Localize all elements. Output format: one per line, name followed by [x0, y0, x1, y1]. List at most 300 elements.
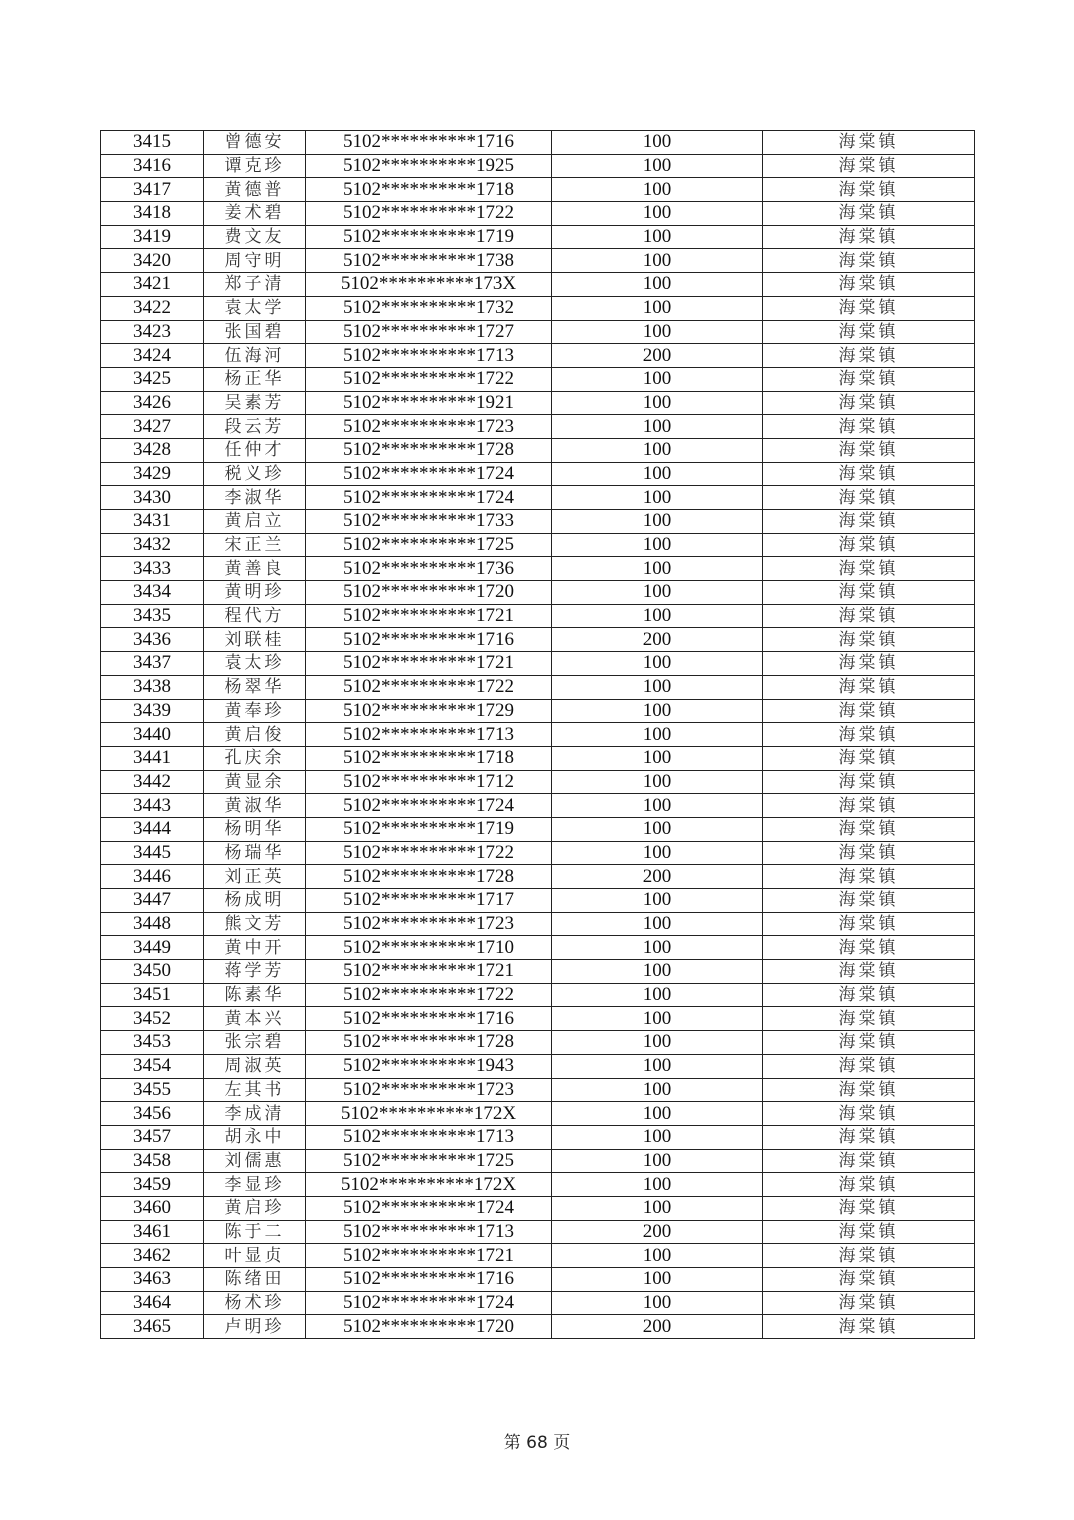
id-number-cell: 5102**********1921 — [306, 391, 552, 415]
amount-cell: 100 — [552, 581, 763, 605]
id-number-cell: 5102**********1728 — [306, 438, 552, 462]
id-number-cell: 5102**********1724 — [306, 1196, 552, 1220]
id-number-cell: 5102**********1718 — [306, 746, 552, 770]
id-number-cell: 5102**********1724 — [306, 794, 552, 818]
name-cell: 张国碧 — [204, 320, 306, 344]
serial-cell: 3439 — [101, 699, 204, 723]
amount-cell: 100 — [552, 936, 763, 960]
table-row — [101, 1031, 975, 1055]
name-cell: 黄本兴 — [204, 1007, 306, 1031]
table-row — [101, 746, 975, 770]
amount-cell: 100 — [552, 249, 763, 273]
serial-cell: 3437 — [101, 652, 204, 676]
table-body — [101, 131, 975, 1339]
name-cell: 段云芳 — [204, 415, 306, 439]
table-row — [101, 1149, 975, 1173]
id-number-cell: 5102**********1716 — [306, 1007, 552, 1031]
table-row — [101, 936, 975, 960]
name-cell: 程代方 — [204, 604, 306, 628]
town-cell: 海棠镇 — [763, 865, 975, 889]
amount-cell: 200 — [552, 1315, 763, 1339]
serial-cell: 3427 — [101, 415, 204, 439]
amount-cell: 200 — [552, 865, 763, 889]
table-row — [101, 344, 975, 368]
id-number-cell: 5102**********1721 — [306, 960, 552, 984]
serial-cell: 3418 — [101, 202, 204, 226]
table-row — [101, 770, 975, 794]
table-row — [101, 960, 975, 984]
table-row — [101, 557, 975, 581]
town-cell: 海棠镇 — [763, 1220, 975, 1244]
amount-cell: 100 — [552, 746, 763, 770]
table-row — [101, 675, 975, 699]
serial-cell: 3454 — [101, 1054, 204, 1078]
name-cell: 刘联桂 — [204, 628, 306, 652]
name-cell: 黄启珍 — [204, 1196, 306, 1220]
serial-cell: 3422 — [101, 296, 204, 320]
id-number-cell: 5102**********1722 — [306, 202, 552, 226]
name-cell: 黄显余 — [204, 770, 306, 794]
table-row — [101, 391, 975, 415]
name-cell: 曾德安 — [204, 131, 306, 155]
town-cell: 海棠镇 — [763, 1078, 975, 1102]
id-number-cell: 5102**********172X — [306, 1102, 552, 1126]
amount-cell: 100 — [552, 320, 763, 344]
name-cell: 费文友 — [204, 225, 306, 249]
serial-cell: 3430 — [101, 486, 204, 510]
serial-cell: 3457 — [101, 1125, 204, 1149]
name-cell: 黄启立 — [204, 510, 306, 534]
id-number-cell: 5102**********1717 — [306, 889, 552, 913]
name-cell: 张宗碧 — [204, 1031, 306, 1055]
table-row — [101, 178, 975, 202]
id-number-cell: 5102**********1733 — [306, 510, 552, 534]
amount-cell: 100 — [552, 960, 763, 984]
serial-cell: 3444 — [101, 817, 204, 841]
table-row — [101, 202, 975, 226]
serial-cell: 3465 — [101, 1315, 204, 1339]
serial-cell: 3445 — [101, 841, 204, 865]
table-row — [101, 296, 975, 320]
table-row — [101, 367, 975, 391]
amount-cell: 200 — [552, 1220, 763, 1244]
table-row — [101, 320, 975, 344]
town-cell: 海棠镇 — [763, 889, 975, 913]
town-cell: 海棠镇 — [763, 1007, 975, 1031]
id-number-cell: 5102**********1723 — [306, 415, 552, 439]
town-cell: 海棠镇 — [763, 1173, 975, 1197]
serial-cell: 3434 — [101, 581, 204, 605]
amount-cell: 100 — [552, 1244, 763, 1268]
amount-cell: 100 — [552, 1078, 763, 1102]
table-row — [101, 865, 975, 889]
amount-cell: 100 — [552, 1007, 763, 1031]
town-cell: 海棠镇 — [763, 462, 975, 486]
serial-cell: 3419 — [101, 225, 204, 249]
town-cell: 海棠镇 — [763, 533, 975, 557]
table-row — [101, 131, 975, 155]
amount-cell: 100 — [552, 1291, 763, 1315]
table-row — [101, 1007, 975, 1031]
name-cell: 杨翠华 — [204, 675, 306, 699]
table-row — [101, 273, 975, 297]
name-cell: 卢明珍 — [204, 1315, 306, 1339]
serial-cell: 3441 — [101, 746, 204, 770]
table-row — [101, 794, 975, 818]
town-cell: 海棠镇 — [763, 628, 975, 652]
serial-cell: 3433 — [101, 557, 204, 581]
id-number-cell: 5102**********1720 — [306, 1315, 552, 1339]
town-cell: 海棠镇 — [763, 415, 975, 439]
town-cell: 海棠镇 — [763, 746, 975, 770]
table-row — [101, 1054, 975, 1078]
name-cell: 袁太珍 — [204, 652, 306, 676]
serial-cell: 3456 — [101, 1102, 204, 1126]
amount-cell: 100 — [552, 510, 763, 534]
table-row — [101, 1220, 975, 1244]
name-cell: 李成清 — [204, 1102, 306, 1126]
table-row — [101, 699, 975, 723]
name-cell: 税义珍 — [204, 462, 306, 486]
town-cell: 海棠镇 — [763, 912, 975, 936]
town-cell: 海棠镇 — [763, 557, 975, 581]
name-cell: 叶显贞 — [204, 1244, 306, 1268]
amount-cell: 100 — [552, 652, 763, 676]
amount-cell: 100 — [552, 462, 763, 486]
serial-cell: 3425 — [101, 367, 204, 391]
id-number-cell: 5102**********1725 — [306, 533, 552, 557]
serial-cell: 3452 — [101, 1007, 204, 1031]
serial-cell: 3431 — [101, 510, 204, 534]
serial-cell: 3429 — [101, 462, 204, 486]
name-cell: 宋正兰 — [204, 533, 306, 557]
id-number-cell: 5102**********1729 — [306, 699, 552, 723]
amount-cell: 100 — [552, 675, 763, 699]
id-number-cell: 5102**********1719 — [306, 225, 552, 249]
amount-cell: 100 — [552, 1102, 763, 1126]
id-number-cell: 5102**********1738 — [306, 249, 552, 273]
table-row — [101, 1173, 975, 1197]
id-number-cell: 5102**********173X — [306, 273, 552, 297]
name-cell: 杨明华 — [204, 817, 306, 841]
name-cell: 胡永中 — [204, 1125, 306, 1149]
amount-cell: 100 — [552, 391, 763, 415]
name-cell: 左其书 — [204, 1078, 306, 1102]
serial-cell: 3462 — [101, 1244, 204, 1268]
id-number-cell: 5102**********1713 — [306, 723, 552, 747]
town-cell: 海棠镇 — [763, 723, 975, 747]
table-row — [101, 1268, 975, 1292]
id-number-cell: 5102**********1718 — [306, 178, 552, 202]
amount-cell: 100 — [552, 273, 763, 297]
id-number-cell: 5102**********1716 — [306, 1268, 552, 1292]
serial-cell: 3435 — [101, 604, 204, 628]
name-cell: 黄明珍 — [204, 581, 306, 605]
table-row — [101, 581, 975, 605]
town-cell: 海棠镇 — [763, 1149, 975, 1173]
serial-cell: 3460 — [101, 1196, 204, 1220]
serial-cell: 3442 — [101, 770, 204, 794]
serial-cell: 3421 — [101, 273, 204, 297]
serial-cell: 3451 — [101, 983, 204, 1007]
serial-cell: 3436 — [101, 628, 204, 652]
name-cell: 吴素芳 — [204, 391, 306, 415]
id-number-cell: 5102**********1722 — [306, 983, 552, 1007]
table-row — [101, 533, 975, 557]
amount-cell: 100 — [552, 131, 763, 155]
table-row — [101, 249, 975, 273]
name-cell: 李显珍 — [204, 1173, 306, 1197]
town-cell: 海棠镇 — [763, 652, 975, 676]
town-cell: 海棠镇 — [763, 1102, 975, 1126]
table-row — [101, 225, 975, 249]
id-number-cell: 5102**********1723 — [306, 1078, 552, 1102]
amount-cell: 100 — [552, 723, 763, 747]
name-cell: 伍海河 — [204, 344, 306, 368]
serial-cell: 3448 — [101, 912, 204, 936]
name-cell: 周淑英 — [204, 1054, 306, 1078]
town-cell: 海棠镇 — [763, 367, 975, 391]
table-row — [101, 154, 975, 178]
id-number-cell: 5102**********1722 — [306, 675, 552, 699]
serial-cell: 3458 — [101, 1149, 204, 1173]
id-number-cell: 5102**********1713 — [306, 1125, 552, 1149]
town-cell: 海棠镇 — [763, 344, 975, 368]
amount-cell: 100 — [552, 841, 763, 865]
amount-cell: 100 — [552, 770, 763, 794]
serial-cell: 3461 — [101, 1220, 204, 1244]
serial-cell: 3446 — [101, 865, 204, 889]
town-cell: 海棠镇 — [763, 1244, 975, 1268]
name-cell: 黄奉珍 — [204, 699, 306, 723]
id-number-cell: 5102**********1732 — [306, 296, 552, 320]
town-cell: 海棠镇 — [763, 581, 975, 605]
town-cell: 海棠镇 — [763, 817, 975, 841]
town-cell: 海棠镇 — [763, 249, 975, 273]
town-cell: 海棠镇 — [763, 936, 975, 960]
amount-cell: 100 — [552, 415, 763, 439]
id-number-cell: 5102**********1720 — [306, 581, 552, 605]
table-row — [101, 912, 975, 936]
serial-cell: 3440 — [101, 723, 204, 747]
amount-cell: 100 — [552, 817, 763, 841]
town-cell: 海棠镇 — [763, 1054, 975, 1078]
town-cell: 海棠镇 — [763, 202, 975, 226]
town-cell: 海棠镇 — [763, 225, 975, 249]
serial-cell: 3438 — [101, 675, 204, 699]
serial-cell: 3432 — [101, 533, 204, 557]
table-row — [101, 723, 975, 747]
name-cell: 黄淑华 — [204, 794, 306, 818]
name-cell: 黄中开 — [204, 936, 306, 960]
town-cell: 海棠镇 — [763, 131, 975, 155]
id-number-cell: 5102**********1736 — [306, 557, 552, 581]
table-row — [101, 1125, 975, 1149]
table-row — [101, 1078, 975, 1102]
serial-cell: 3459 — [101, 1173, 204, 1197]
id-number-cell: 5102**********1721 — [306, 1244, 552, 1268]
id-number-cell: 5102**********1713 — [306, 344, 552, 368]
amount-cell: 100 — [552, 912, 763, 936]
name-cell: 姜术碧 — [204, 202, 306, 226]
name-cell: 袁太学 — [204, 296, 306, 320]
amount-cell: 100 — [552, 296, 763, 320]
town-cell: 海棠镇 — [763, 510, 975, 534]
id-number-cell: 5102**********1724 — [306, 486, 552, 510]
table-row — [101, 462, 975, 486]
amount-cell: 100 — [552, 486, 763, 510]
town-cell: 海棠镇 — [763, 296, 975, 320]
town-cell: 海棠镇 — [763, 770, 975, 794]
name-cell: 刘正英 — [204, 865, 306, 889]
town-cell: 海棠镇 — [763, 699, 975, 723]
amount-cell: 100 — [552, 794, 763, 818]
amount-cell: 100 — [552, 154, 763, 178]
id-number-cell: 5102**********1716 — [306, 131, 552, 155]
serial-cell: 3424 — [101, 344, 204, 368]
town-cell: 海棠镇 — [763, 794, 975, 818]
id-number-cell: 5102**********1716 — [306, 628, 552, 652]
serial-cell: 3423 — [101, 320, 204, 344]
town-cell: 海棠镇 — [763, 486, 975, 510]
name-cell: 陈于二 — [204, 1220, 306, 1244]
amount-cell: 100 — [552, 225, 763, 249]
id-number-cell: 5102**********172X — [306, 1173, 552, 1197]
town-cell: 海棠镇 — [763, 1031, 975, 1055]
table-row — [101, 1244, 975, 1268]
table-row — [101, 1291, 975, 1315]
serial-cell: 3449 — [101, 936, 204, 960]
town-cell: 海棠镇 — [763, 178, 975, 202]
table-row — [101, 628, 975, 652]
name-cell: 孔庆余 — [204, 746, 306, 770]
table-row — [101, 983, 975, 1007]
name-cell: 郑子清 — [204, 273, 306, 297]
name-cell: 谭克珍 — [204, 154, 306, 178]
beneficiary-table — [100, 130, 975, 1339]
amount-cell: 100 — [552, 983, 763, 1007]
name-cell: 黄启俊 — [204, 723, 306, 747]
serial-cell: 3455 — [101, 1078, 204, 1102]
name-cell: 陈绪田 — [204, 1268, 306, 1292]
table-row — [101, 604, 975, 628]
amount-cell: 100 — [552, 202, 763, 226]
amount-cell: 100 — [552, 178, 763, 202]
town-cell: 海棠镇 — [763, 983, 975, 1007]
id-number-cell: 5102**********1724 — [306, 462, 552, 486]
name-cell: 熊文芳 — [204, 912, 306, 936]
name-cell: 黄德普 — [204, 178, 306, 202]
amount-cell: 100 — [552, 1054, 763, 1078]
town-cell: 海棠镇 — [763, 604, 975, 628]
id-number-cell: 5102**********1719 — [306, 817, 552, 841]
amount-cell: 100 — [552, 1173, 763, 1197]
id-number-cell: 5102**********1713 — [306, 1220, 552, 1244]
town-cell: 海棠镇 — [763, 154, 975, 178]
id-number-cell: 5102**********1925 — [306, 154, 552, 178]
table-row — [101, 438, 975, 462]
amount-cell: 100 — [552, 604, 763, 628]
amount-cell: 100 — [552, 438, 763, 462]
amount-cell: 100 — [552, 889, 763, 913]
name-cell: 李淑华 — [204, 486, 306, 510]
id-number-cell: 5102**********1722 — [306, 367, 552, 391]
id-number-cell: 5102**********1721 — [306, 604, 552, 628]
id-number-cell: 5102**********1725 — [306, 1149, 552, 1173]
name-cell: 任仲才 — [204, 438, 306, 462]
serial-cell: 3443 — [101, 794, 204, 818]
amount-cell: 100 — [552, 1031, 763, 1055]
serial-cell: 3447 — [101, 889, 204, 913]
id-number-cell: 5102**********1728 — [306, 865, 552, 889]
id-number-cell: 5102**********1943 — [306, 1054, 552, 1078]
table-row — [101, 510, 975, 534]
serial-cell: 3463 — [101, 1268, 204, 1292]
town-cell: 海棠镇 — [763, 1196, 975, 1220]
table-row — [101, 1196, 975, 1220]
name-cell: 陈素华 — [204, 983, 306, 1007]
town-cell: 海棠镇 — [763, 1291, 975, 1315]
amount-cell: 200 — [552, 344, 763, 368]
serial-cell: 3415 — [101, 131, 204, 155]
table-row — [101, 1315, 975, 1339]
town-cell: 海棠镇 — [763, 960, 975, 984]
id-number-cell: 5102**********1728 — [306, 1031, 552, 1055]
town-cell: 海棠镇 — [763, 438, 975, 462]
id-number-cell: 5102**********1724 — [306, 1291, 552, 1315]
name-cell: 蒋学芳 — [204, 960, 306, 984]
id-number-cell: 5102**********1722 — [306, 841, 552, 865]
amount-cell: 100 — [552, 533, 763, 557]
name-cell: 刘儒惠 — [204, 1149, 306, 1173]
id-number-cell: 5102**********1710 — [306, 936, 552, 960]
id-number-cell: 5102**********1712 — [306, 770, 552, 794]
town-cell: 海棠镇 — [763, 1315, 975, 1339]
amount-cell: 100 — [552, 1149, 763, 1173]
town-cell: 海棠镇 — [763, 841, 975, 865]
amount-cell: 100 — [552, 699, 763, 723]
table-row — [101, 841, 975, 865]
town-cell: 海棠镇 — [763, 273, 975, 297]
serial-cell: 3420 — [101, 249, 204, 273]
name-cell: 杨正华 — [204, 367, 306, 391]
name-cell: 黄善良 — [204, 557, 306, 581]
town-cell: 海棠镇 — [763, 1268, 975, 1292]
serial-cell: 3417 — [101, 178, 204, 202]
amount-cell: 100 — [552, 557, 763, 581]
name-cell: 杨成明 — [204, 889, 306, 913]
serial-cell: 3428 — [101, 438, 204, 462]
amount-cell: 100 — [552, 1196, 763, 1220]
id-number-cell: 5102**********1723 — [306, 912, 552, 936]
id-number-cell: 5102**********1727 — [306, 320, 552, 344]
serial-cell: 3426 — [101, 391, 204, 415]
table-row — [101, 817, 975, 841]
town-cell: 海棠镇 — [763, 1125, 975, 1149]
serial-cell: 3453 — [101, 1031, 204, 1055]
serial-cell: 3464 — [101, 1291, 204, 1315]
town-cell: 海棠镇 — [763, 391, 975, 415]
page-number: 第 68 页 — [503, 1433, 571, 1453]
name-cell: 周守明 — [204, 249, 306, 273]
amount-cell: 100 — [552, 1125, 763, 1149]
table-row — [101, 415, 975, 439]
name-cell: 杨术珍 — [204, 1291, 306, 1315]
name-cell: 杨瑞华 — [204, 841, 306, 865]
table-row — [101, 652, 975, 676]
amount-cell: 100 — [552, 1268, 763, 1292]
serial-cell: 3450 — [101, 960, 204, 984]
